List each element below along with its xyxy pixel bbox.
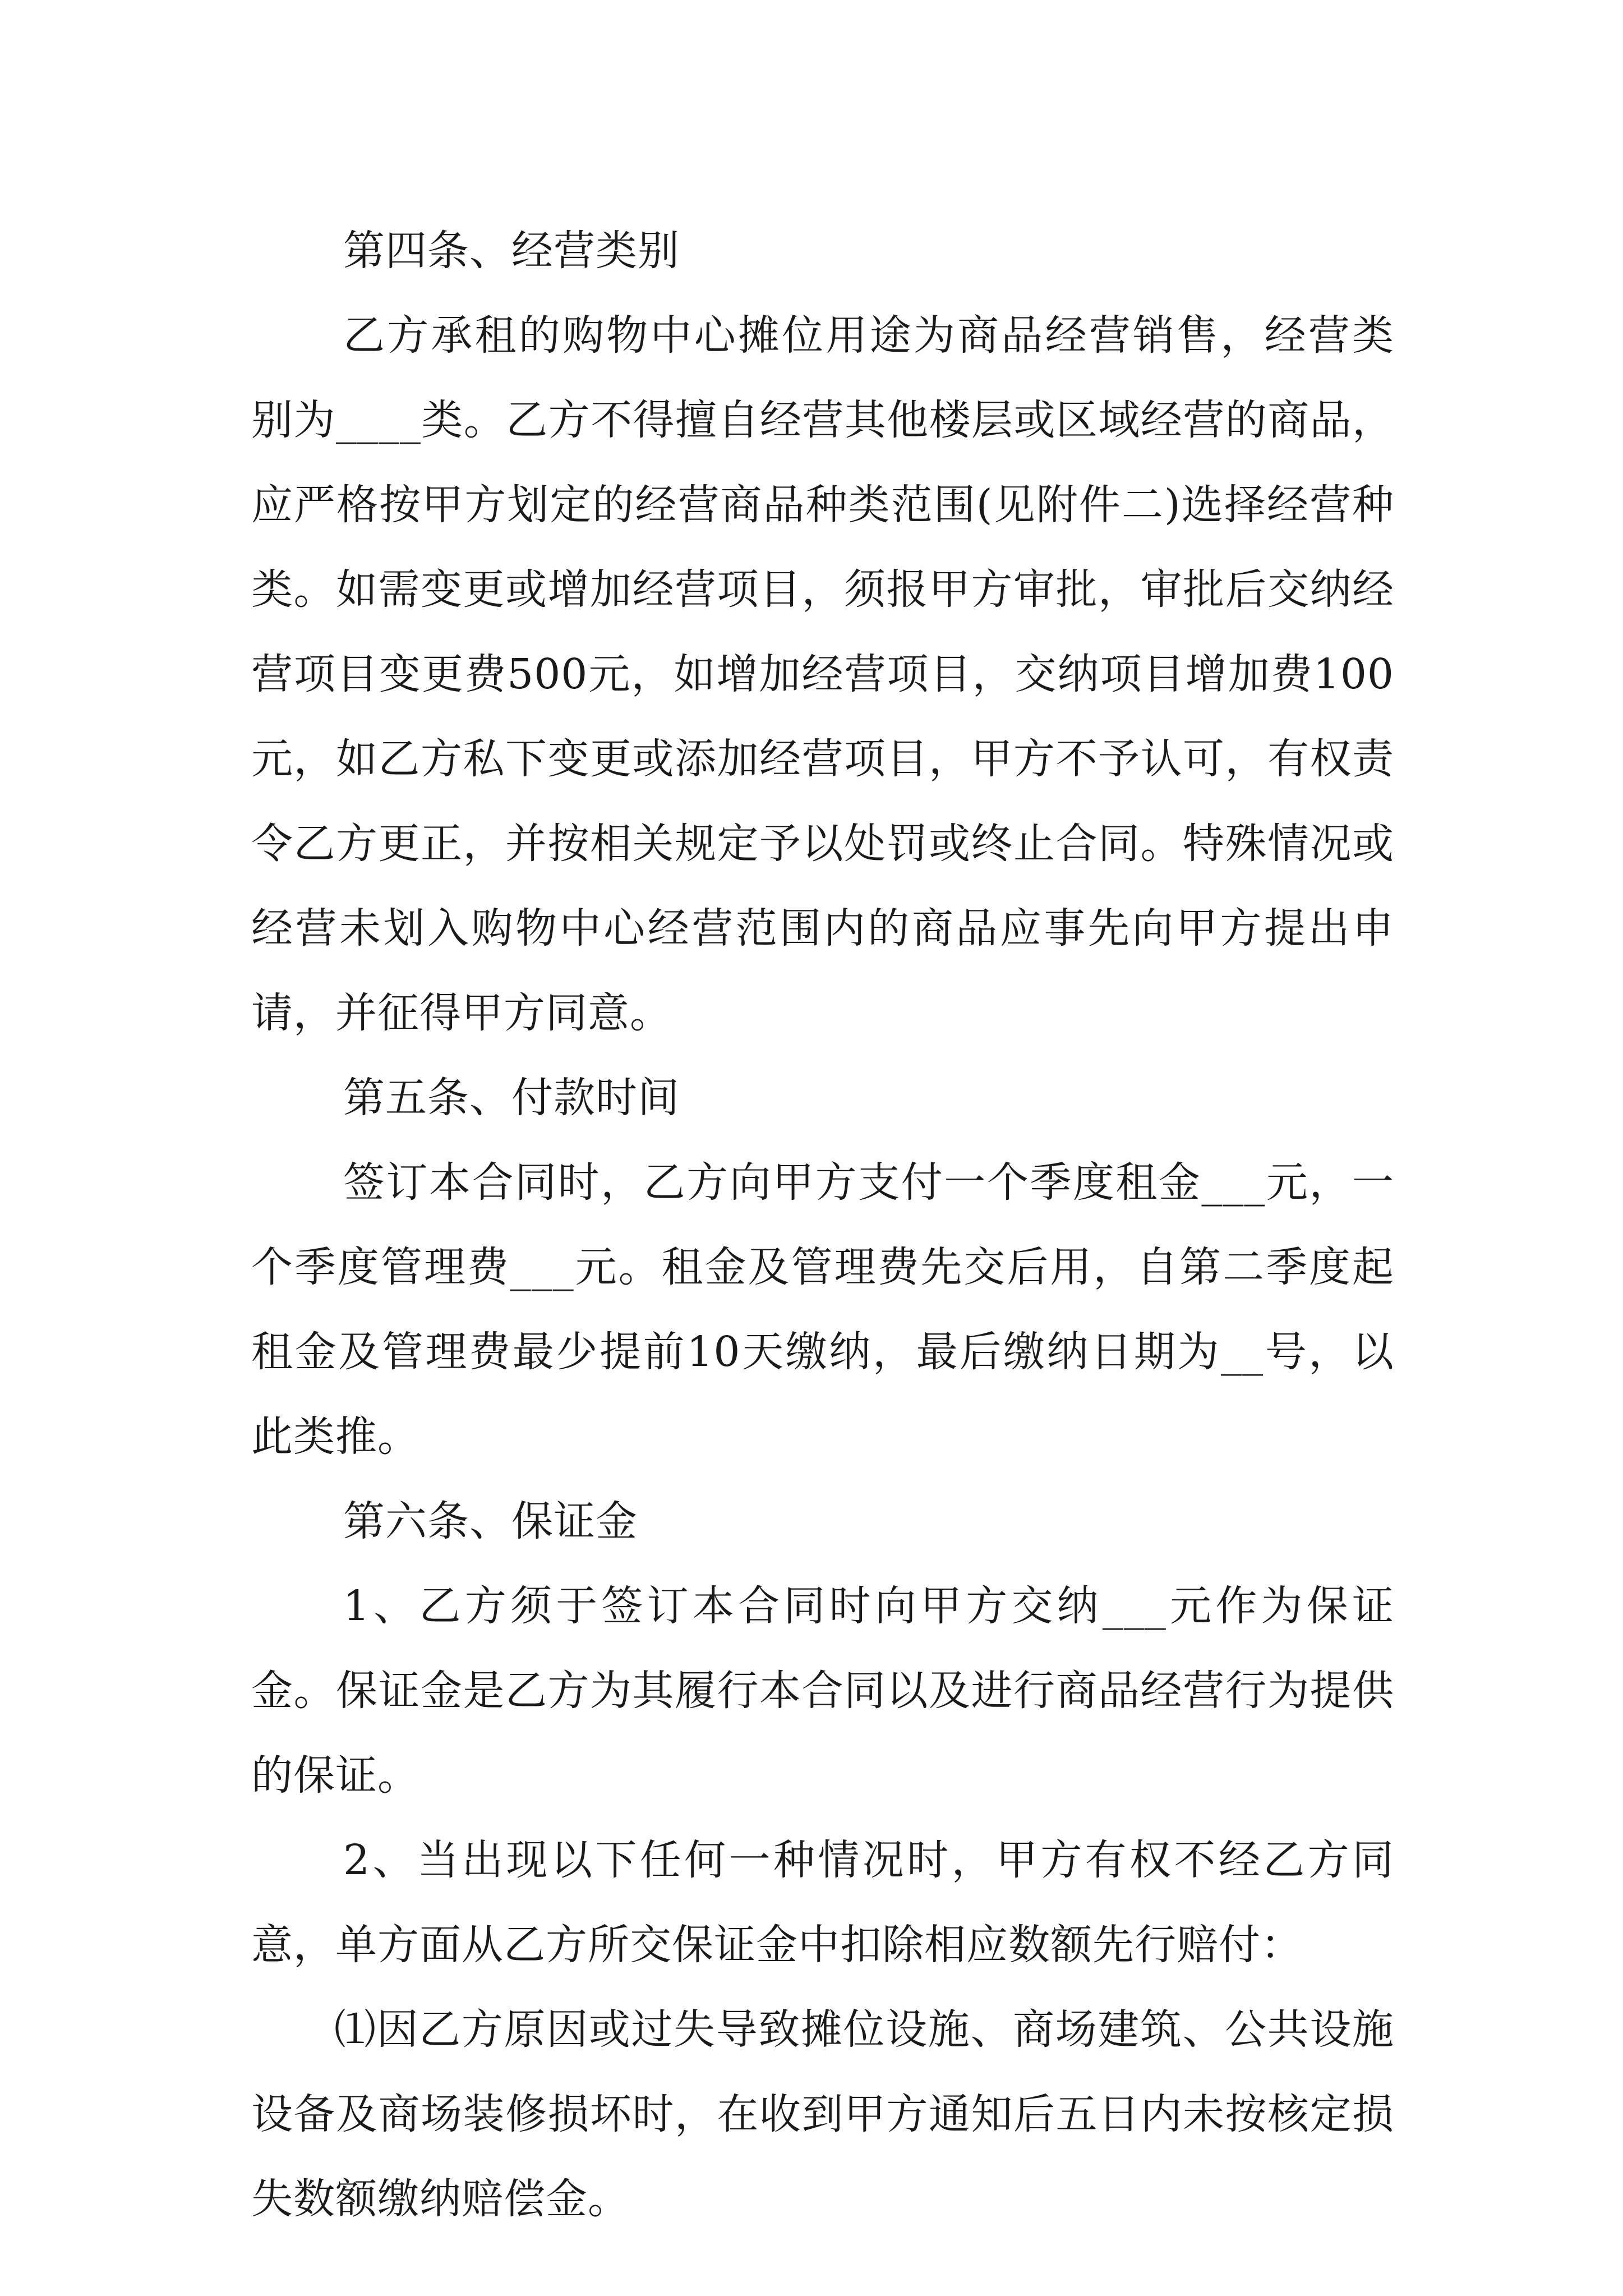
article-6-clause-2-item-1: ⑴因乙方原因或过失导致摊位设施、商场建筑、公共设施设备及商场装修损坏时，在收到甲方通知后五日内未按核定损失数额缴纳赔偿金。 (251, 2005, 1394, 2223)
article-6-clause-1: 1、乙方须于签订本合同时向甲方交纳___元作为保证金。保证金是乙方为其履行本合同以及进行商品经营行为提供的保证。 (251, 1582, 1394, 1800)
article-6-clause-2: 2、当出现以下任何一种情况时，甲方有权不经乙方同意，单方面从乙方所交保证金中扣除相应数额先行赔付： (251, 1836, 1394, 1969)
contract-text (251, 209, 1394, 2242)
article-4-heading: 第四条、经营类别 (343, 227, 680, 275)
article-5-heading: 第五条、付款时间 (343, 1074, 680, 1122)
article-6-heading: 第六条、保证金 (343, 1497, 638, 1545)
article-5-body: 签订本合同时，乙方向甲方支付一个季度租金___元，一个季度管理费___元。租金及管理费先交后用，自第二季度起租金及管理费最少提前10天缴纳，最后缴纳日期为__号，以此类推。 (251, 1158, 1394, 1461)
article-4-body: 乙方承租的购物中心摊位用途为商品经营销售，经营类别为____类。乙方不得擅自经营其他楼层或区域经营的商品，应严格按甲方划定的经营商品种类范围(见附件二)选择经营种类。如需变更或增加经营项目，须报甲方审批，审批后交纳经营项目变更费500元，如增加经营项目，交纳项目增加费100元，如乙方私下变更或添加经营项目，甲方不予认可，有权责令乙方更正，并按相关规定予以处罚或终止合同。特殊情况或经营未划入购物中心经营范围内的商品应事先向甲方提出申请，并征得甲方同意。 (251, 311, 1394, 1037)
